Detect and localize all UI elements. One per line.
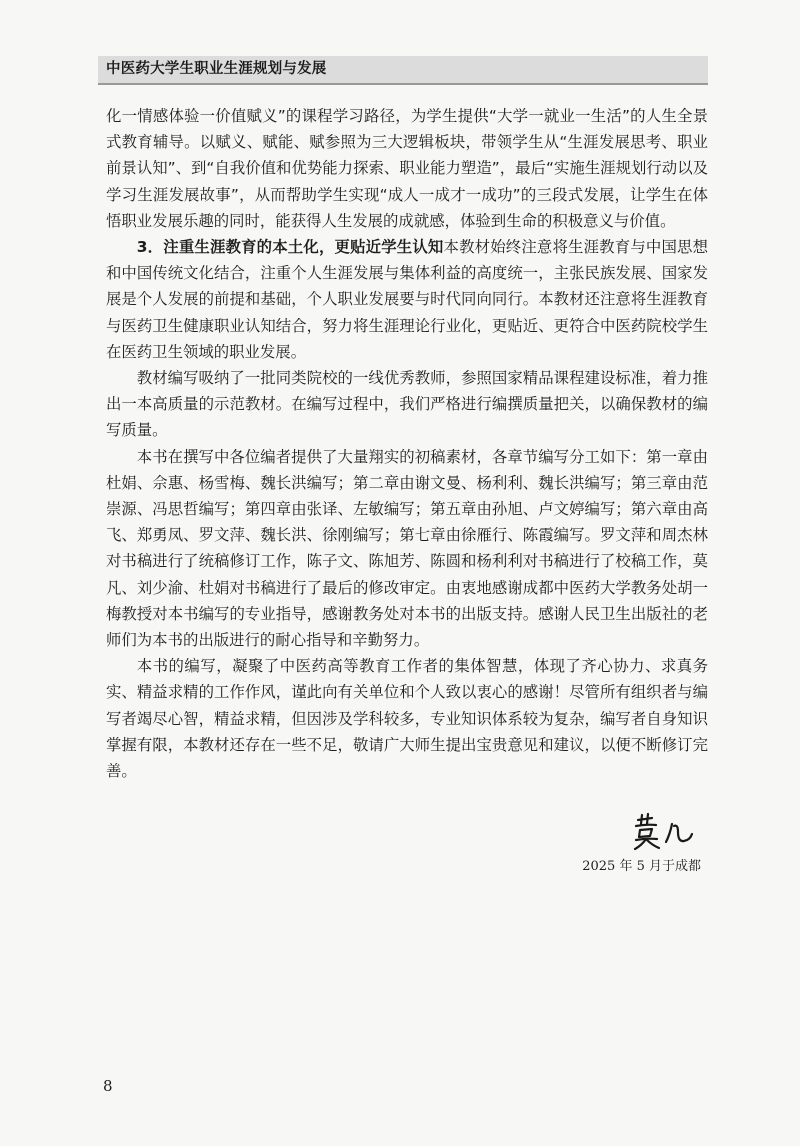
paragraph-continuation: 化一情感体验一价值赋义”的课程学习路径，为学生提供“大学一就业一生活”的人生全景式教育辅导。以赋义、赋能、赋参照为三大逻辑板块，带领学生从“生涯发展思考、职业前景认知”、到“自我价值和优势能力探索、职业能力塑造”，最后“实施生涯规划行动以及学习生涯发展故事”，从而帮助学生实现“成人一成才一成功”的三段式发展，让学生在体悟职业发展乐趣的同时，能获得人生发展的成就感，体验到生命的积极意义与价值。 — [106, 107, 708, 230]
paragraph-authors-quality: 教材编写吸纳了一批同类院校的一线优秀教师，参照国家精品课程建设标准，着力推出一本高质量的示范教材。在编写过程中，我们严格进行编撰质量把关，以确保教材的编写质量。 — [106, 369, 708, 440]
signature-date: 2025 年 5 月于成都 — [582, 859, 701, 874]
paragraph-localization — [106, 234, 708, 365]
paragraph-acknowledgement: 本书的编写，凝聚了中医药高等教育工作者的集体智慧，体现了齐心协力、求真务实、精益求精的工作作风，谨此向有关单位和个人致以衷心的感谢！尽管所有组织者与编写者竭尽心智，精益求精，但因涉及学科较多，专业知识体系较为复杂，编写者自身知识掌握有限，本教材还存在一些不足，敬请广大师生提出宝贵意见和建议，以便不断修订完善。 — [106, 657, 708, 781]
numbered-point-heading: 3．注重生涯教育的本土化，更贴近学生认知 — [136, 238, 444, 257]
paragraph-chapter-division: 本书在撰写中各位编者提供了大量翔实的初稿素材，各章节编写分工如下：第一章由杜娟、佘惠、杨雪梅、魏长洪编写；第二章由谢文曼、杨利利、魏长洪编写；第三章由范崇源、冯思哲编写；第四章由张译、左敏编写；第五章由孙旭、卢文婷编写；第六章由高飞、郑勇凤、罗文萍、魏长洪、徐刚编写；第七章由徐雁行、陈霞编写。罗文萍和周杰林对书稿进行了统稿修订工作，陈子文、陈旭芳、陈圆和杨利利对书稿进行了校稿工作，莫凡、刘少渝、杜娟对书稿进行了最后的修改审定。由衷地感谢成都中医药大学教务处胡一梅教授对本书编写的专业指导，感谢教务处对本书的出版支持。感谢人民卫生出版社的老师们为本书的出版进行的耐心指导和辛勤努力。 — [106, 447, 708, 650]
page-number: 8 — [103, 1077, 113, 1095]
running-header-title: 中医药大学生职业生涯规划与发展 — [106, 61, 327, 77]
paragraph-localization-text: 本教材始终注意将生涯教育与中国思想和中国传统文化结合，注重个人生涯发展与集体利益的高度统一，主张民族发展、国家发展是个人发展的前提和基础，个人职业发展要与时代同向同行。本教材还注意将生涯教育与医药卫生健康职业认知结合，努力将生涯理论行业化，更贴近、更符合中医药院校学生在医药卫生领域的职业发展。 — [106, 238, 708, 361]
handwritten-signature — [632, 812, 702, 852]
body-text — [106, 103, 708, 784]
